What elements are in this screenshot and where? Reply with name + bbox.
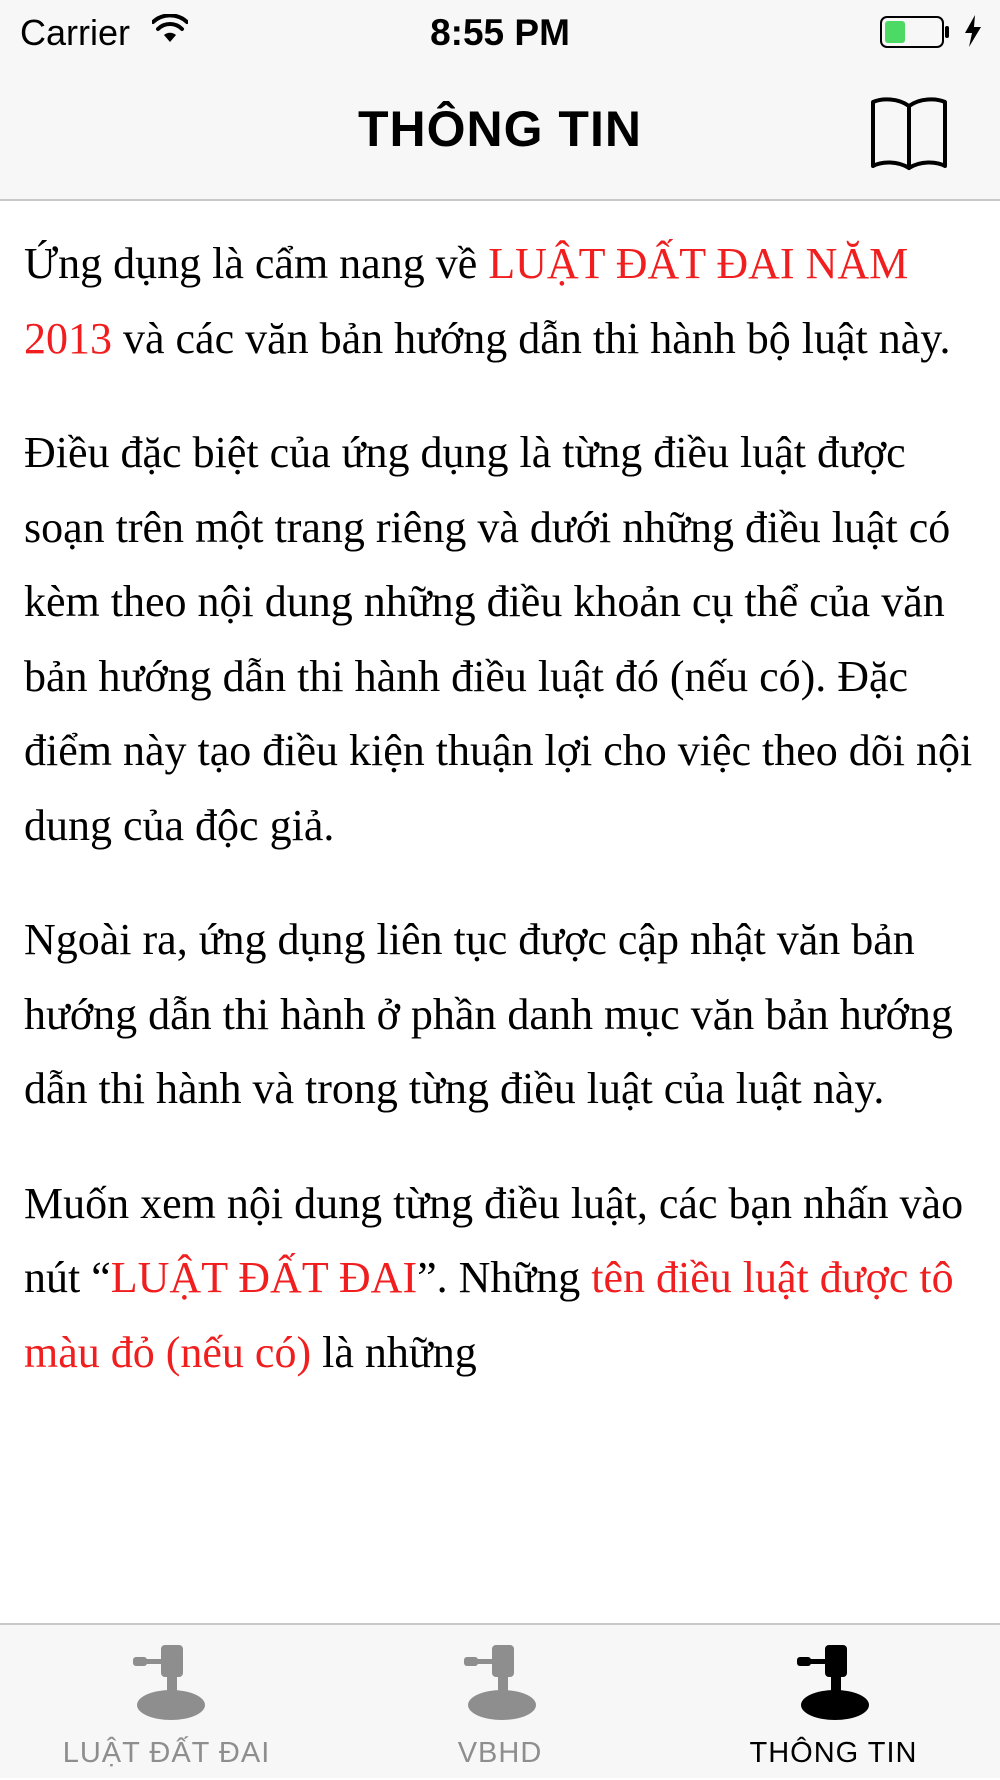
tab-label: VBHD: [457, 1737, 543, 1769]
usage-text-2: ”. Những: [417, 1253, 592, 1302]
intro-text-2: và các văn bản hướng dẫn thi hành bộ luật này.: [112, 313, 951, 363]
tab-label: LUẬT ĐẤT ĐAI: [62, 1737, 271, 1769]
feature-text: Điều đặc biệt của ứng dụng là từng điều luật được soạn trên một trang riêng và dưới những điều luật có kèm theo nội dung những điều khoản cụ thể của văn bản hướng dẫn thi hành điều luật đó (nếu có). Đặc điểm này tạo điều kiện thuận lợi cho việc theo dõi nội dung của độc giả.: [24, 428, 973, 850]
page-title: THÔNG TIN: [358, 101, 642, 157]
navigation-bar: [0, 66, 1000, 201]
paragraph-feature: [24, 416, 976, 863]
gavel-icon: [795, 1643, 871, 1723]
charging-icon: [962, 14, 984, 48]
intro-text-1: Ứng dụng là cẩm nang về: [24, 239, 489, 288]
battery-icon: [880, 16, 952, 50]
paragraph-usage: [24, 1167, 976, 1391]
info-content: [0, 201, 1000, 1623]
paragraph-update: [24, 903, 976, 1127]
button-name-highlight: LUẬT ĐẤT ĐAI: [110, 1253, 418, 1302]
usage-text-1: Muốn xem nội dung từng điều luật, các bạn nhấn vào nút “: [24, 1178, 964, 1302]
clock: 8:55 PM: [430, 12, 570, 53]
law-name-highlight: LUẬT ĐẤT ĐAI NĂM 2013: [24, 239, 909, 363]
gavel-icon: [462, 1643, 538, 1723]
carrier-label: Carrier: [20, 12, 131, 53]
tab-luat-dat-dai[interactable]: [0, 1625, 333, 1780]
gavel-icon: [131, 1643, 207, 1723]
book-icon[interactable]: [868, 90, 950, 172]
status-bar: [0, 0, 1000, 66]
tab-label: THÔNG TIN: [749, 1737, 918, 1769]
tab-bar: [0, 1623, 1000, 1778]
red-title-highlight: tên điều luật được tô màu đỏ (nếu có): [24, 1253, 954, 1377]
tab-vbhd[interactable]: [333, 1625, 667, 1780]
paragraph-intro: [24, 227, 976, 376]
update-text: Ngoài ra, ứng dụng liên tục được cập nhật văn bản hướng dẫn thi hành ở phần danh mục văn bản hướng dẫn thi hành và trong từng điều luật của luật này.: [24, 915, 953, 1113]
usage-text-3: là những: [311, 1327, 477, 1377]
tab-thong-tin[interactable]: [667, 1625, 1000, 1780]
